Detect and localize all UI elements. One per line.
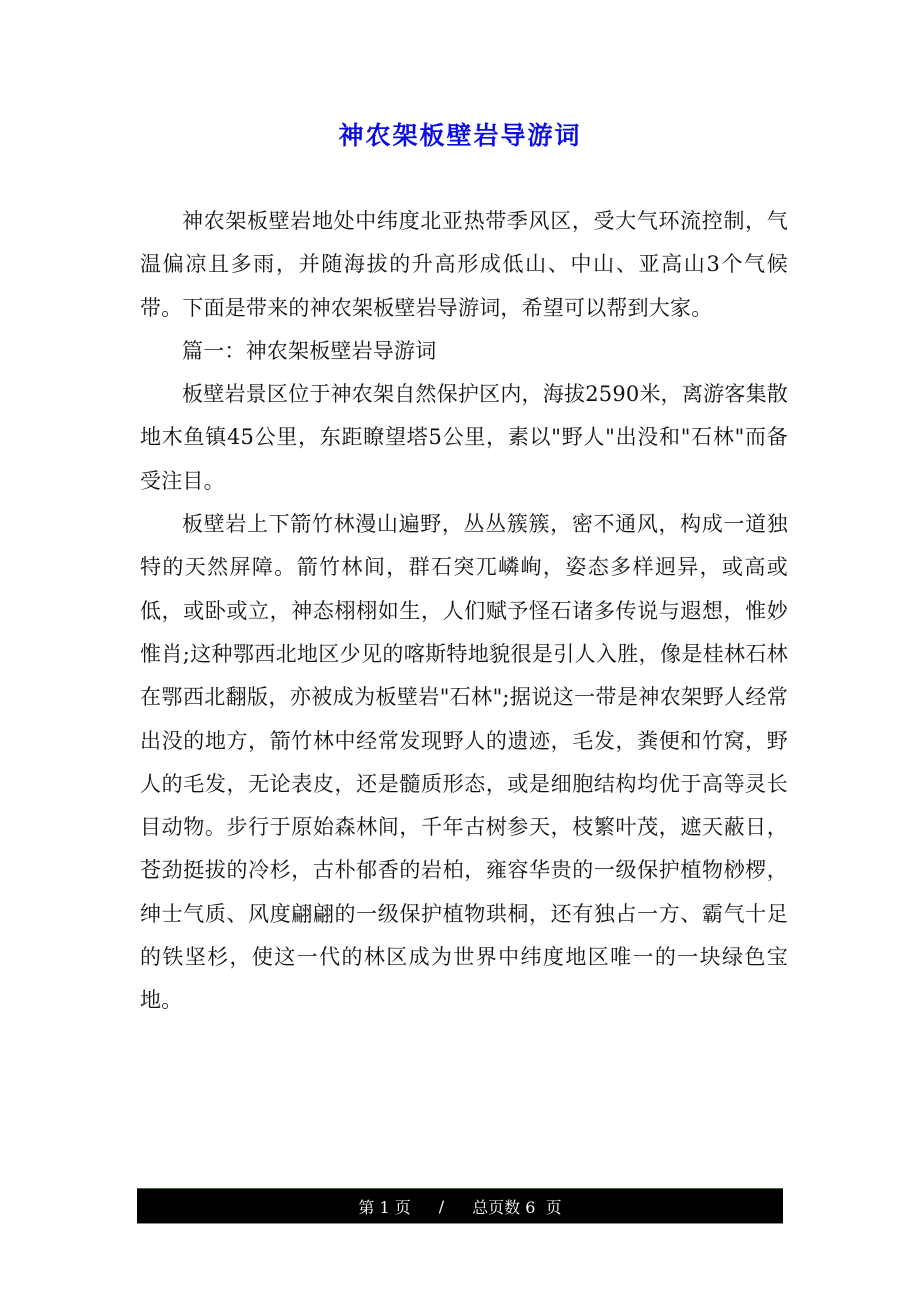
- intro-paragraph: 神农架板壁岩地处中纬度北亚热带季风区，受大气环流控制，气温偏凉且多雨，并随海拔的升高形成低山、中山、亚高山3个气候带。下面是带来的神农架板壁岩导游词，希望可以帮到大家。: [140, 209, 788, 320]
- section-heading: 篇一：神农架板壁岩导游词: [182, 338, 437, 363]
- page-footer: [137, 1188, 783, 1224]
- description-paragraph: 板壁岩上下箭竹林漫山遍野，丛丛簇簇，密不通风，构成一道独特的天然屏障。箭竹林间，群石突兀嶙峋，姿态多样迥异，或高或低，或卧或立，神态栩栩如生，人们赋予怪石诸多传说与遐想，惟妙惟肖;这种鄂西北地区少见的喀斯特地貌很是引人入胜，像是桂林石林在鄂西北翻版，亦被成为板壁岩"石林";据说这一带是神农架野人经常出没的地方，箭竹林中经常发现野人的遗迹，毛发，粪便和竹窝，野人的毛发，无论表皮，还是髓质形态，或是细胞结构均优于高等灵长目动物。步行于原始森林间，千年古树参天，枝繁叶茂，遮天蔽日，苍劲挺拔的冷杉，古朴郁香的岩柏，雍容华贵的一级保护植物桫椤，绅士气质、风度翩翩的一级保护植物珙桐，还有独占一方、霸气十足的铁坚杉，使这一代的林区成为世界中纬度地区唯一的一块绿色宝地。: [140, 512, 788, 1013]
- page-separator: /: [438, 1196, 445, 1216]
- page-number-label: 第 1 页: [358, 1197, 411, 1217]
- document-body: [140, 200, 788, 1023]
- total-pages-label: 总页数 6 页: [472, 1197, 562, 1217]
- location-paragraph: 板壁岩景区位于神农架自然保护区内，海拔2590米，离游客集散地木鱼镇45公里，东距瞭望塔5公里，素以"野人"出没和"石林"而备受注目。: [140, 382, 788, 493]
- document-title: 神农架板壁岩导游词: [338, 121, 582, 150]
